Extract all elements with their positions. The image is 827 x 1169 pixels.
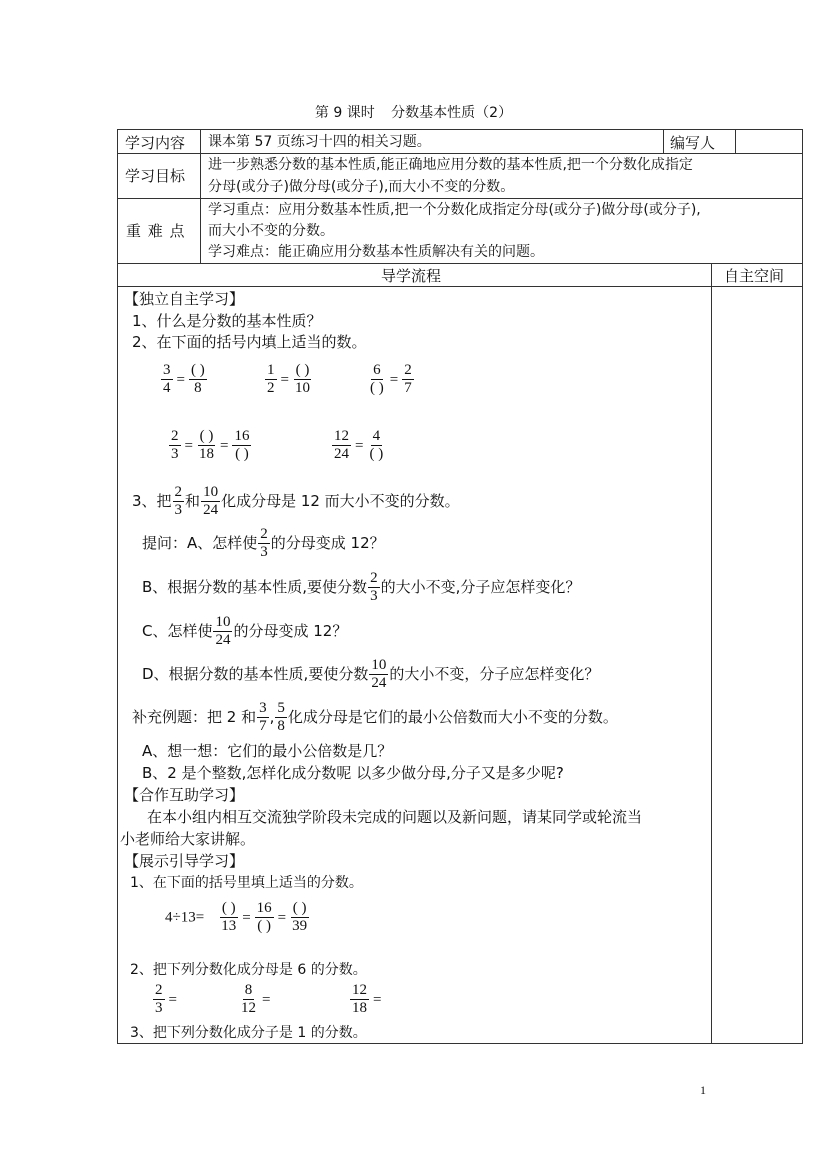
key-text-line: 学习重点：应用分数基本性质,把一个分数化成指定分母(或分子)做分母(或分子), bbox=[208, 202, 701, 218]
fraction: $\frac{2}{3}$ bbox=[155, 982, 163, 1016]
fraction: $\frac{8}{12}$ bbox=[241, 982, 256, 1016]
fraction-blank[interactable]: $\frac{4}{( )}$ bbox=[369, 428, 384, 462]
fraction: $\frac{10}{24}$ bbox=[215, 614, 231, 648]
fraction-blank[interactable]: $\frac{16}{( )}$ bbox=[256, 900, 272, 934]
table-border-left bbox=[117, 129, 118, 1043]
fraction: $\frac{1}{2}$ bbox=[267, 362, 275, 396]
table-col-line bbox=[200, 129, 201, 263]
supplementary-b: B、2 是个整数,怎样化成分数呢 以多少做分母,分子又是多少呢? bbox=[142, 764, 564, 782]
table-border-top bbox=[117, 129, 803, 130]
content-value: 课本第 57 页练习十四的相关习题。 bbox=[208, 134, 431, 150]
fraction-blank[interactable]: $\frac{( )}{39}$ bbox=[292, 900, 308, 934]
fraction: $\frac{2}{3}$ bbox=[370, 570, 378, 604]
cooperation-text-line: 小老师给大家讲解。 bbox=[120, 830, 256, 848]
fraction-equation: $\frac{2}{3}$ = $\frac{( )}{18}$ = $\frac{16}{( )}$ bbox=[171, 428, 250, 462]
page-number: 1 bbox=[700, 1083, 706, 1097]
content-label: 学习内容 bbox=[125, 134, 186, 152]
fraction: $\frac{12}{24}$ bbox=[334, 428, 349, 462]
prompt-c: C、怎样使 $\frac{10}{24}$ 的分母变成 12？ bbox=[142, 614, 348, 648]
lesson-number: 第 9 课时 bbox=[314, 105, 375, 121]
author-label: 编写人 bbox=[670, 134, 716, 152]
fraction: $\frac{2}{7}$ bbox=[404, 362, 412, 396]
page-title bbox=[0, 102, 827, 122]
exercise-3: 3、把下列分数化成分子是 1 的分数。 bbox=[130, 1025, 367, 1041]
exercise-1: 1、在下面的括号里填上适当的分数。 bbox=[130, 875, 363, 891]
section-title: 【独立自主学习】 bbox=[124, 290, 245, 308]
fraction: $\frac{2}{3}$ bbox=[260, 526, 268, 560]
question-3: 3、把 $\frac{2}{3}$ 和 $\frac{10}{24}$ 化成分母是 12 而大小不变的分数。 bbox=[132, 484, 460, 518]
table-row-line bbox=[117, 263, 803, 264]
division-equation: 4÷13= $\frac{( )}{13}$ = $\frac{16}{( )}$ = $\frac{( )}{39}$ bbox=[165, 900, 308, 934]
fraction: $\frac{3}{4}$ bbox=[163, 362, 171, 396]
lesson-topic: 分数基本性质（2） bbox=[391, 105, 513, 121]
prompt-a: 提问：A、怎样使 $\frac{2}{3}$ 的分母变成 12？ bbox=[142, 526, 385, 560]
prompt-d: D、根据分数的基本性质,要使分数 $\frac{10}{24}$ 的大小不变，分子应怎样变化？ bbox=[142, 657, 600, 691]
fraction: $\frac{10}{24}$ bbox=[203, 484, 219, 518]
section-title: 【合作互助学习】 bbox=[124, 786, 245, 804]
fraction-blank[interactable]: $\frac{16}{( )}$ bbox=[234, 428, 250, 462]
fraction-blank[interactable]: $\frac{( )}{18}$ bbox=[198, 428, 214, 462]
fraction: $\frac{10}{24}$ bbox=[371, 657, 387, 691]
table-row-line bbox=[117, 286, 803, 287]
table-col-line bbox=[735, 129, 736, 153]
key-text-line: 学习难点：能正确应用分数基本性质解决有关的问题。 bbox=[208, 244, 544, 260]
table-border-right bbox=[802, 129, 803, 1043]
table-col-line bbox=[663, 129, 664, 153]
goal-text-line: 进一步熟悉分数的基本性质,能正确地应用分数的基本性质,把一个分数化成指定 bbox=[208, 157, 693, 173]
question-1: 1、什么是分数的基本性质？ bbox=[132, 312, 322, 330]
fraction: $\frac{2}{3}$ bbox=[171, 428, 179, 462]
fraction: $\frac{3}{7}$ bbox=[259, 700, 267, 734]
fraction-blank[interactable]: $\frac{( )}{13}$ bbox=[221, 900, 237, 934]
cooperation-text-line: 在本小组内相互交流独学阶段未完成的问题以及新问题，请某同学或轮流当 bbox=[147, 808, 643, 826]
fraction-blank[interactable]: $\frac{6}{( )}$ bbox=[370, 362, 384, 396]
question-2: 2、在下面的括号内填上适当的数。 bbox=[132, 333, 367, 351]
supplementary-example: 补充例题：把 2 和 $\frac{3}{7}$ , $\frac{5}{8}$ 化成分母是它们的最小公倍数而大小不变的分数。 bbox=[132, 700, 618, 734]
flow-label: 导学流程 bbox=[381, 267, 442, 285]
fraction-conversion: $\frac{2}{3}$ = bbox=[155, 982, 177, 1016]
key-text-line: 而大小不变的分数。 bbox=[208, 223, 334, 239]
section-title: 【展示引导学习】 bbox=[124, 852, 245, 870]
fraction-conversion: $\frac{8}{12}$ = bbox=[241, 982, 271, 1016]
fraction: $\frac{5}{8}$ bbox=[277, 700, 285, 734]
goal-label: 学习目标 bbox=[125, 167, 186, 185]
goal-text-line: 分母(或分子)做分母(或分子),而大小不变的分数。 bbox=[208, 179, 515, 195]
fraction-conversion: $\frac{12}{18}$ = bbox=[352, 982, 382, 1016]
table-col-line bbox=[711, 263, 712, 1043]
fraction-equation: $\frac{6}{( )}$ = $\frac{2}{7}$ bbox=[370, 362, 412, 396]
key-label: 重 难 点 bbox=[126, 222, 186, 240]
fraction: $\frac{2}{3}$ bbox=[174, 484, 183, 518]
fraction-equation: $\frac{12}{24}$ = $\frac{4}{( )}$ bbox=[334, 428, 384, 462]
fraction-equation: $\frac{1}{2}$ = $\frac{( )}{10}$ bbox=[267, 362, 310, 396]
supplementary-a: A、想一想：它们的最小公倍数是几？ bbox=[142, 742, 393, 760]
fraction: $\frac{12}{18}$ bbox=[352, 982, 367, 1016]
prompt-b: B、根据分数的基本性质,要使分数 $\frac{2}{3}$ 的大小不变,分子应怎样变化？ bbox=[142, 570, 581, 604]
exercise-2: 2、把下列分数化成分母是 6 的分数。 bbox=[130, 962, 367, 978]
fraction-equation: $\frac{3}{4}$ = $\frac{( )}{8}$ bbox=[163, 362, 205, 396]
fraction-blank[interactable]: $\frac{( )}{8}$ bbox=[190, 362, 205, 396]
fraction-blank[interactable]: $\frac{( )}{10}$ bbox=[294, 362, 310, 396]
space-label: 自主空间 bbox=[724, 267, 785, 285]
